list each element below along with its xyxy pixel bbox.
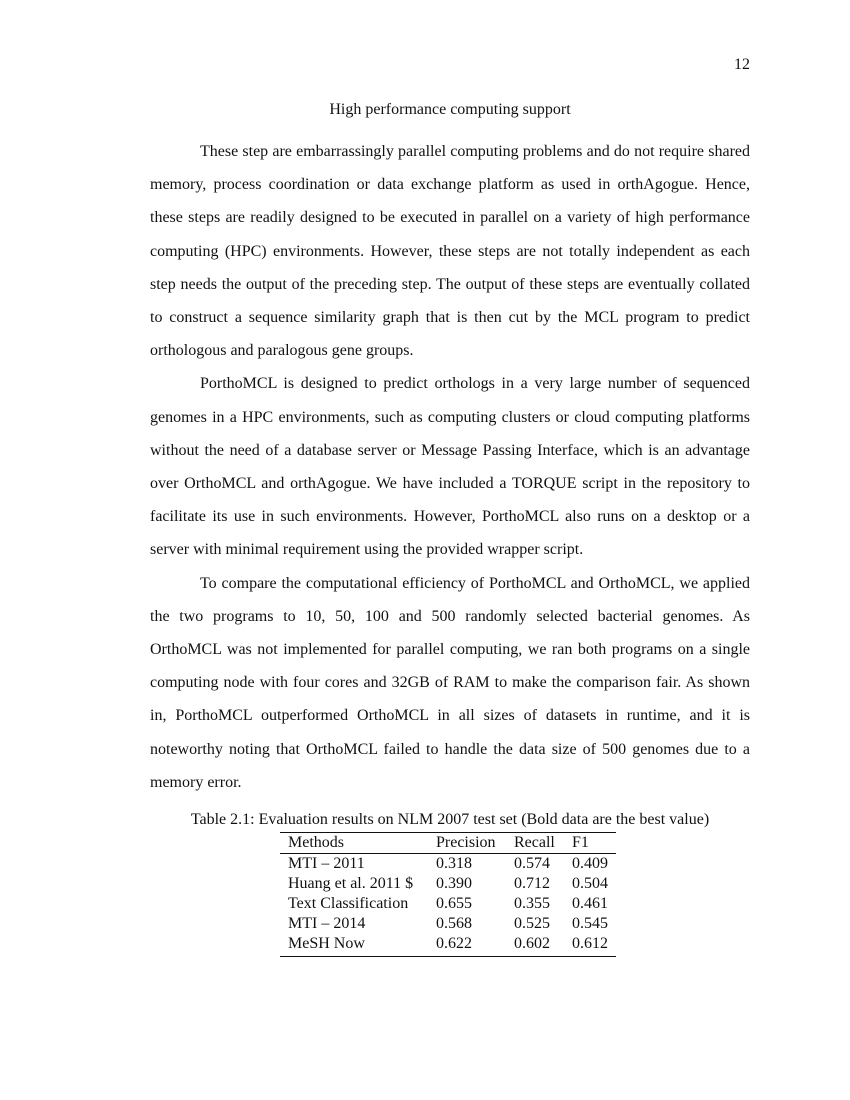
paragraph-1: These step are embarrassingly parallel computing problems and do not require shared memory, process coordination or data exchange platform as used in orthAgogue. Hence, these steps are readily designed to be executed in parallel on a variety of high performance computing (HPC) environments. However, these steps are not totally independent as each step needs the output of the preceding step. The output of these steps are eventually collated to construct a sequence similarity graph that is then cut by the MCL program to predict orthologous and paralogous gene groups. — [150, 143, 750, 360]
cell-method: MeSH Now — [280, 934, 428, 957]
cell-method: Text Classification — [288, 895, 409, 912]
table-row — [280, 894, 616, 914]
page-number: 12 — [734, 56, 750, 73]
body-text — [150, 135, 750, 799]
table-caption: Table 2.1: Evaluation results on NLM 2007 test set (Bold data are the best value) — [190, 811, 710, 828]
cell-precision: 0.655 — [436, 895, 472, 912]
table-row — [280, 914, 616, 934]
cell-method: MTI – 2011 — [288, 855, 365, 872]
cell-precision: 0.568 — [436, 915, 472, 932]
cell-f1: 0.461 — [572, 895, 608, 912]
table-header-row — [280, 833, 616, 854]
cell-f1: 0.612 — [564, 934, 616, 957]
cell-precision: 0.390 — [436, 875, 472, 892]
cell-method: MTI – 2014 — [288, 915, 366, 932]
cell-recall: 0.355 — [514, 895, 550, 912]
table-row — [280, 874, 616, 894]
cell-recall: 0.602 — [506, 934, 564, 957]
results-table — [280, 832, 616, 957]
cell-f1: 0.409 — [572, 855, 608, 872]
header-methods: Methods — [280, 833, 428, 854]
paragraph-3: To compare the computational efficiency of PorthoMCL and OrthoMCL, we applied the two programs to 10, 50, 100 and 500 randomly selected bacterial genomes. As OrthoMCL was not implemented for parallel computing, we ran both programs on a single computing node with four cores and 32GB of RAM to make the comparison fair. As shown in, PorthoMCL outperformed OrthoMCL in all sizes of datasets in runtime, and it is noteworthy noting that OrthoMCL failed to handle the data size of 500 genomes due to a memory error. — [150, 574, 750, 791]
cell-f1: 0.545 — [572, 915, 608, 932]
section-heading: High performance computing support — [329, 101, 571, 118]
header-f1: F1 — [564, 833, 616, 854]
table-row — [280, 854, 616, 875]
cell-recall: 0.712 — [514, 875, 550, 892]
cell-precision: 0.622 — [428, 934, 506, 957]
header-precision: Precision — [428, 833, 506, 854]
header-recall: Recall — [506, 833, 564, 854]
cell-method: Huang et al. 2011 $ — [288, 875, 414, 892]
cell-recall: 0.525 — [514, 915, 550, 932]
cell-f1: 0.504 — [572, 875, 608, 892]
cell-precision: 0.318 — [436, 855, 472, 872]
cell-recall: 0.574 — [514, 855, 550, 872]
table-row — [280, 934, 616, 957]
paragraph-2: PorthoMCL is designed to predict orthologs in a very large number of sequenced genomes in a HPC environments, such as computing clusters or cloud computing platforms without the need of a database server or Message Passing Interface, which is an advantage over OrthoMCL and orthAgogue. We have included a TORQUE script in the repository to facilitate its use in such environments. However, PorthoMCL also runs on a desktop or a server with minimal requirement using the provided wrapper script. — [150, 375, 750, 559]
